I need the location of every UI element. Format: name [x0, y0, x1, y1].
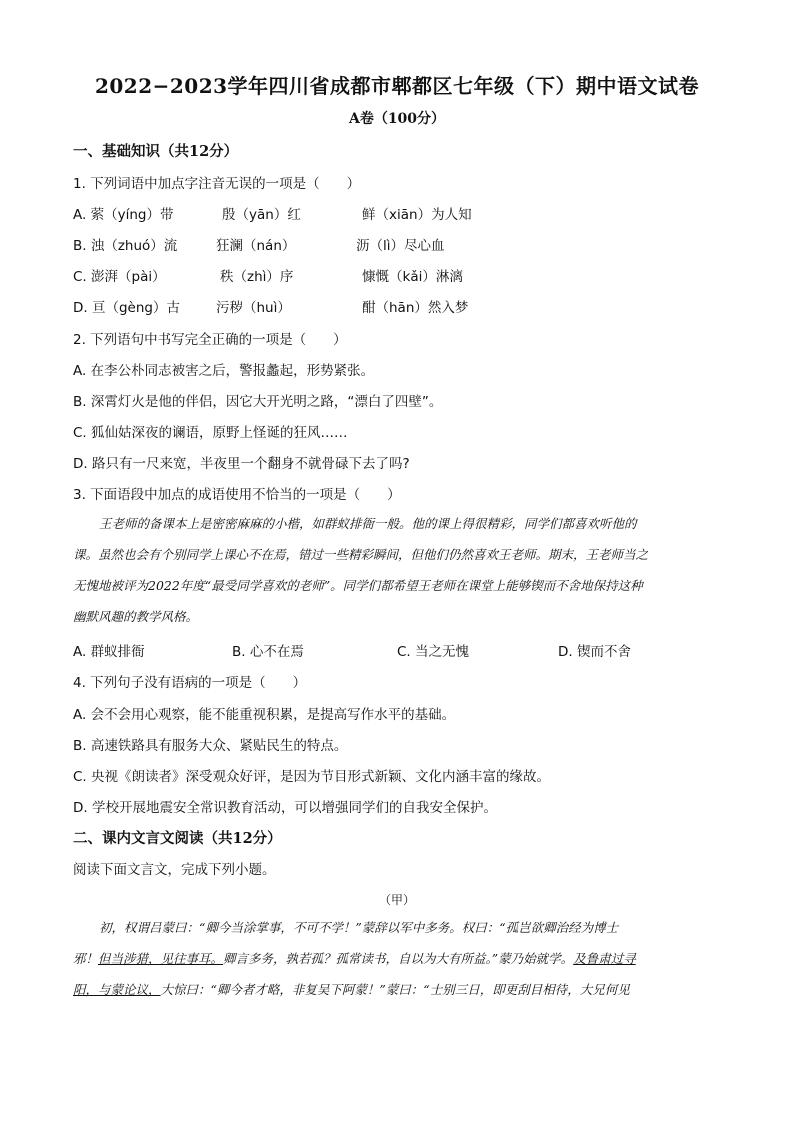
- q3-option-a: A. 群蚁排衙: [73, 644, 145, 660]
- q1-option-c-3: 慷慨（kǎi）淋漓: [362, 269, 463, 285]
- page-title: 2022−2023学年四川省成都市郫都区七年级（下）期中语文试卷: [94, 74, 700, 98]
- classical-line-1: 初，权谓吕蒙曰：“卿今当涂掌事，不可不学！”蒙辞以军中多务。权曰：“孤岂欲卿治经为博士: [99, 920, 619, 935]
- q1-option-b-2: 狂澜（nán）: [216, 238, 296, 254]
- q3-passage-line-1: 王老师的备课本上是密密麻麻的小楷，如群蚁排衙一般。他的课上得很精彩，同学们都喜欢听他的: [99, 516, 637, 531]
- question-4-stem: 4. 下列句子没有语病的一项是（ ）: [73, 675, 307, 691]
- passage-part-label: （甲）: [378, 893, 415, 907]
- question-2-stem: 2. 下列语句中书写完全正确的一项是（ ）: [73, 332, 347, 348]
- q3-option-d: D. 锲而不舍: [558, 644, 631, 660]
- q1-option-d-1: D. 亘（gèng）古: [73, 300, 180, 316]
- q3-option-c: C. 当之无愧: [397, 644, 470, 660]
- section-heading-2: 二、课内文言文阅读（共12分）: [73, 830, 282, 847]
- q1-option-d-2: 污秽（huì）: [216, 300, 291, 316]
- section-heading-1: 一、基础知识（共12分）: [73, 143, 239, 160]
- q2-option-b: B. 深霄灯火是他的伴侣，因它大开光明之路，“漂白了四壁”。: [73, 394, 443, 410]
- question-3-stem: 3. 下面语段中加点的成语使用不恰当的一项是（ ）: [73, 487, 401, 503]
- q1-option-d-3: 酣（hān）然入梦: [362, 300, 469, 316]
- q1-option-c-1: C. 澎湃（pài）: [73, 269, 166, 285]
- q1-option-b-3: 沥（lì）尽心血: [356, 238, 445, 254]
- classical-underlined-1: 但当涉猎，见往事耳。: [98, 951, 224, 966]
- section-2-intro: 阅读下面文言文，完成下列小题。: [73, 862, 276, 878]
- classical-underlined-2a: 及鲁肃过寻: [573, 951, 636, 966]
- classical-line-2: [73, 943, 721, 974]
- q1-option-a-2: 殷（yān）红: [222, 207, 301, 223]
- classical-underlined-2b: 阳，与蒙论议，: [73, 982, 161, 997]
- question-1-stem: 1. 下列词语中加点字注音无误的一项是（ ）: [73, 176, 361, 192]
- q3-passage-line-3: 无愧地被评为2022年度“最受同学喜欢的老师”。同学们都希望王老师在课堂上能够锲而不舍地保持这种: [73, 578, 643, 593]
- q2-option-a: A. 在李公朴同志被害之后，警报蠡起，形势紧张。: [73, 363, 375, 379]
- q1-option-c-2: 秩（zhì）序: [220, 269, 294, 285]
- q2-option-d: D. 路只有一尺来宽，半夜里一个翻身不就骨碌下去了吗?: [73, 456, 410, 472]
- q2-option-c: C. 狐仙姑深夜的谰语，原野上怪诞的狂风……: [73, 425, 348, 441]
- classical-line-2-mid: 卿言多务，孰若孤？孤常读书，自以为大有所益。”蒙乃始就学。: [223, 951, 574, 966]
- q3-passage: [73, 508, 721, 632]
- q4-option-c: C. 央视《朗读者》深受观众好评，是因为节目形式新颖、文化内涵丰富的缘故。: [73, 769, 551, 785]
- q3-passage-line-4: 幽默风趣的教学风格。: [73, 609, 199, 624]
- page-subtitle: A卷（100分）: [348, 111, 446, 127]
- q4-option-d: D. 学校开展地震安全常识教育活动，可以增强同学们的自我安全保护。: [73, 800, 497, 816]
- q3-option-b: B. 心不在焉: [232, 644, 304, 660]
- classical-passage: [73, 912, 721, 1005]
- classical-line-3: [73, 974, 721, 1005]
- classical-line-3-rest: 大惊曰：“卿今者才略，非复吴下阿蒙！”蒙曰：“士别三日，即更刮目相待，大兄何见: [160, 982, 630, 997]
- classical-line-2-start: 邪！: [73, 951, 99, 966]
- q1-option-a-1: A. 萦（yíng）带: [73, 207, 174, 223]
- q4-option-a: A. 会不会用心观察，能不能重视积累，是提高写作水平的基础。: [73, 707, 456, 723]
- q3-passage-line-2: 课。虽然也会有个别同学上课心不在焉，错过一些精彩瞬间，但他们仍然喜欢王老师。期末，王老师当之: [73, 547, 649, 562]
- q4-option-b: B. 高速铁路具有服务大众、紧贴民生的特点。: [73, 738, 348, 754]
- q1-option-a-3: 鲜（xiān）为人知: [362, 207, 472, 223]
- q1-option-b-1: B. 浊（zhuó）流: [73, 238, 178, 254]
